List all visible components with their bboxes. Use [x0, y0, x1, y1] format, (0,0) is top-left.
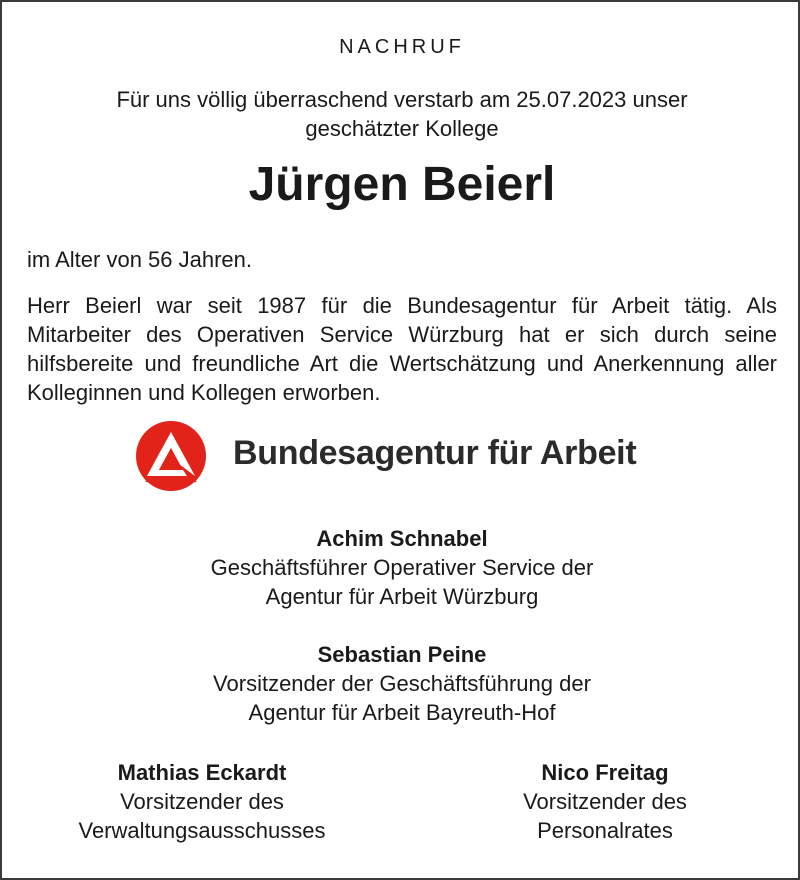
age-text: im Alter von 56 Jahren.: [27, 247, 253, 272]
agency-logo: [135, 420, 675, 492]
signatory-title-line-1: Geschäftsführer Operativer Service der: [210, 555, 594, 580]
intro-line-2: geschätzter Kollege: [305, 116, 499, 141]
signatory-block: [2, 524, 800, 611]
signatory-name: Nico Freitag: [541, 760, 669, 785]
signatory-block: [32, 758, 372, 845]
signatory-title-line-1: Vorsitzender der Geschäftsführung der: [213, 671, 591, 696]
agency-logo-text: Bundesagentur für Arbeit: [233, 434, 637, 472]
biography-paragraph: Herr Beierl war seit 1987 für die Bundesagentur für Arbeit tätig. Als Mitarbeiter des Operativen Service Würzburg hat er sich durch seine hilfsbereite und freundliche Art die Wertschätzung und Anerkennung aller Kolleginnen und Kollegen erworben.: [27, 293, 777, 405]
obituary-heading: NACHRUF: [339, 36, 465, 58]
signatory-title-line-2: Agentur für Arbeit Bayreuth-Hof: [248, 700, 556, 725]
signatory-title-line-2: Personalrates: [537, 818, 673, 843]
signatory-title-line-1: Vorsitzender des: [523, 789, 687, 814]
signatory-name: Achim Schnabel: [316, 526, 488, 551]
bundesagentur-a-icon: [135, 420, 207, 492]
intro-line-1: Für uns völlig überraschend verstarb am 25.07.2023 unser: [116, 87, 688, 112]
deceased-name: Jürgen Beierl: [248, 158, 556, 211]
signatory-block: [465, 758, 745, 845]
signatory-name: Sebastian Peine: [317, 642, 487, 667]
intro-text: [2, 85, 800, 143]
signatory-title-line-2: Verwaltungsausschusses: [78, 818, 326, 843]
signatory-title-line-2: Agentur für Arbeit Würzburg: [265, 584, 539, 609]
signatory-title-line-1: Vorsitzender des: [120, 789, 284, 814]
signatory-name: Mathias Eckardt: [117, 760, 287, 785]
signatory-block: [2, 640, 800, 727]
